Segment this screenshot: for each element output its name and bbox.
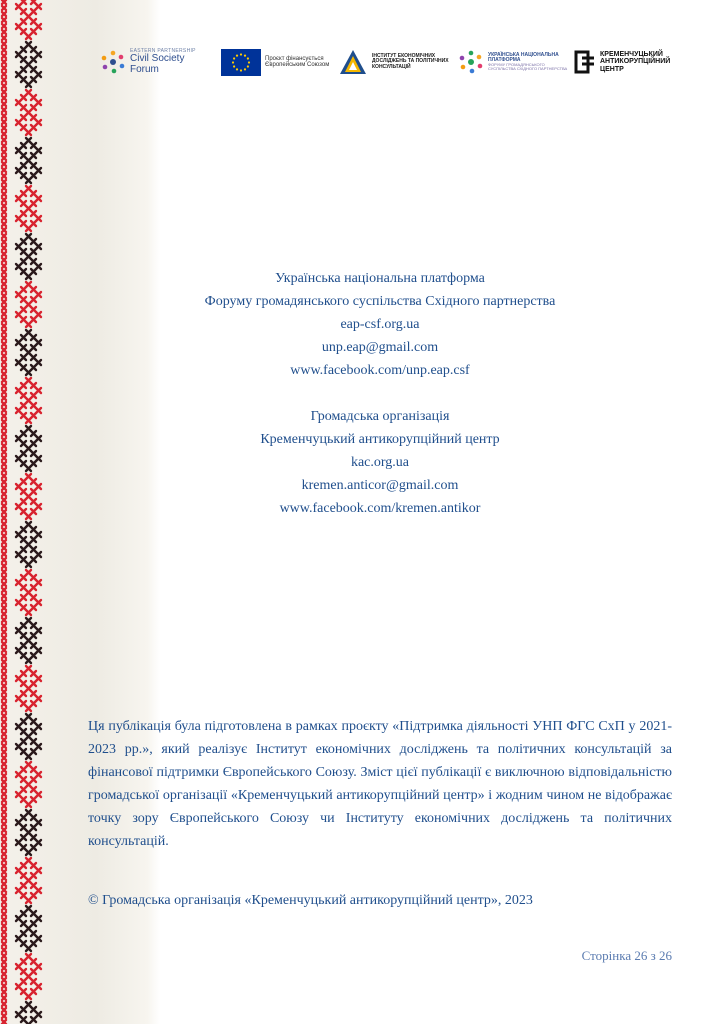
eu-flag-icon [221,49,261,76]
embroidery-border [0,0,160,1024]
kac-contacts [160,405,600,520]
logo-kac [573,44,671,80]
disclaimer-paragraph: Ця публікація була підготовлена в рамках проєкту «Підтримка діяльності УНП ФГС СхП у 2021-2023 рр.», який реалізує Інститут економічних досліджень та політичних консультацій за фінансової підтримки Європейського Союзу. Зміст цієї публікації є виключною відповідальністю громадської організації «Кременчуцький антикорупційний центр» і жодним чином не відображає точку зору Європейського Союзу чи Інституту економічних досліджень та політичних консультацій. [88,719,672,849]
unp-contacts [160,267,600,382]
unp-star-icon [458,49,484,75]
logo-eu [221,44,331,80]
kac-emblem-icon [573,48,597,76]
unp-website-link[interactable]: eap-csf.org.ua [340,317,420,332]
csf-title: Civil Society Forum [130,53,185,75]
csf-star-icon [100,49,126,75]
kac-facebook-link[interactable]: www.facebook.com/kremen.antikor [279,501,481,516]
unp-facebook-link[interactable]: www.facebook.com/unp.eap.csf [290,363,470,378]
ier-triangle-icon [338,48,368,76]
logo-unp [458,44,568,80]
unp-name-line1: Українська національна платформа [275,271,485,286]
unp-title: УКРАЇНСЬКА НАЦІОНАЛЬНА ПЛАТФОРМА [488,51,559,63]
partner-logos [100,44,670,84]
copyright-line: © Громадська організація «Кременчуцький антикорупційний центр», 2023 [88,893,533,908]
logo-ier [338,44,453,80]
kac-text: КРЕМЕНЧУЦЬКИЙ АНТИКОРУПЦІЙНИЙ ЦЕНТР [600,50,671,73]
unp-subtitle: ФОРУМУ ГРОМАДЯНСЬКОГО СУСПІЛЬСТВА СХІДНОГО ПАРТНЕРСТВА [488,62,568,72]
ier-text: ІНСТИТУТ ЕКОНОМІЧНИХ ДОСЛІДЖЕНЬ ТА ПОЛІТИЧНИХ КОНСУЛЬТАЦІЙ [372,53,449,70]
kac-name-line2: Кременчуцький антикорупційний центр [260,432,500,447]
kac-website-link[interactable]: kac.org.ua [350,455,410,470]
csf-small-text: EASTERN PARTNERSHIP [130,47,196,54]
unp-name-line2: Форуму громадянського суспільства Східного партнерства [204,294,556,309]
eu-funding-text: Проєкт фінансується Європейським Союзом [265,55,330,68]
kac-name-line1: Громадська організація [310,409,450,424]
page-number: Сторінка 26 з 26 [581,948,672,963]
embroidery-pattern [0,0,160,1024]
logo-civil-society-forum [100,44,215,80]
kac-email-link[interactable]: kremen.anticor@gmail.com [301,478,459,493]
contacts-section [160,267,600,520]
unp-email-link[interactable]: unp.eap@gmail.com [321,340,439,355]
